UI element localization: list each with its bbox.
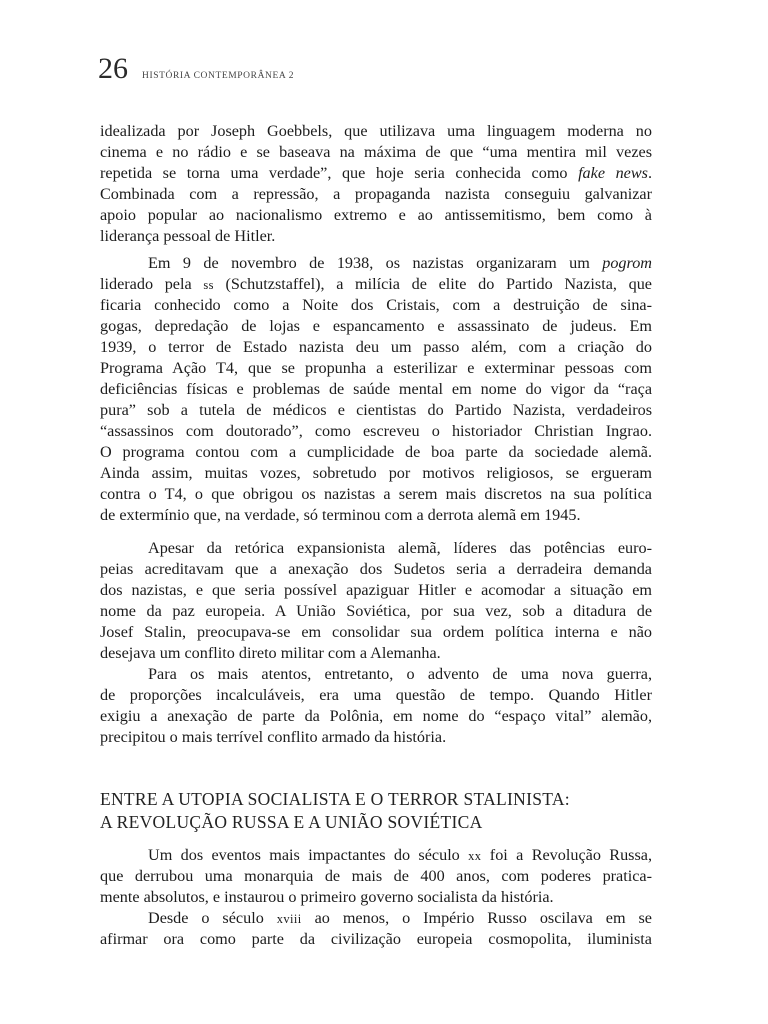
text-line: gogas, depredação de lojas e espancamento e assassinato de judeus. Em xyxy=(100,317,652,335)
text-line: Para os mais atentos, entretanto, o advento de uma nova guerra, xyxy=(148,665,652,683)
text-line: pura” sob a tutela de médicos e cientistas do Partido Nazista, verdadeiros xyxy=(100,401,652,419)
text-line: liderança pessoal de Hitler. xyxy=(100,227,276,245)
paragraph-imperio-russo xyxy=(100,908,652,950)
paragraph-apaziguamento xyxy=(100,538,652,664)
text-line: Desde o século xviii ao menos, o Império Russo oscilava em se xyxy=(148,909,652,927)
text-line: ficaria conhecido como a Noite dos Cristais, com a destruição de sina- xyxy=(100,296,652,314)
text-line: repetida se torna uma verdade”, que hoje seria conhecida como fake news. xyxy=(100,164,652,182)
text-line: Combinada com a repressão, a propaganda nazista conseguiu galvanizar xyxy=(100,185,652,203)
text-line: idealizada por Joseph Goebbels, que utilizava uma linguagem moderna no xyxy=(100,122,652,140)
paragraph-revolucao-russa xyxy=(100,845,652,908)
text-line: Josef Stalin, preocupava-se em consolidar sua ordem política interna e não xyxy=(100,623,652,641)
fake-news-italic: fake news xyxy=(578,164,648,182)
paragraph-continuation xyxy=(100,121,652,247)
text-line: de proporções incalculáveis, era uma questão de tempo. Quando Hitler xyxy=(100,686,652,704)
section-heading xyxy=(100,788,660,834)
text-line: Programa Ação T4, que se propunha a esterilizar e exterminar pessoas com xyxy=(100,359,652,377)
text-line: desejava um conflito direto militar com a Alemanha. xyxy=(100,644,441,662)
page-number: 26 xyxy=(98,52,128,85)
text-line: cinema e no rádio e se baseava na máxima de que “uma mentira mil vezes xyxy=(100,143,652,161)
text-line: dos nazistas, e que seria possível apaziguar Hitler e acomodar a situação em xyxy=(100,581,652,599)
section-heading-line: ENTRE A UTOPIA SOCIALISTA E O TERROR STALINISTA: xyxy=(100,789,570,809)
running-title: HISTÓRIA CONTEMPORÂNEA 2 xyxy=(142,71,295,81)
text-line: Apesar da retórica expansionista alemã, líderes das potências euro- xyxy=(148,539,652,557)
text-line: que derrubou uma monarquia de mais de 400 anos, com poderes pratica- xyxy=(100,867,652,885)
text-line: “assassinos com doutorado”, como escreveu o historiador Christian Ingrao. xyxy=(100,422,652,440)
text-line: contra o T4, o que obrigou os nazistas a serem mais discretos na sua política xyxy=(100,485,652,503)
text-line: Um dos eventos mais impactantes do século xx foi a Revolução Russa, xyxy=(148,846,652,864)
text-line: Ainda assim, muitas vozes, sobretudo por motivos religiosos, se ergueram xyxy=(100,464,652,482)
text-line: peias acreditavam que a anexação dos Sudetos seria a derradeira demanda xyxy=(100,560,652,578)
running-head xyxy=(98,52,294,92)
text-line: mente absolutos, e instaurou o primeiro governo socialista da história. xyxy=(100,888,554,906)
paragraph-noite-dos-cristais xyxy=(100,253,652,526)
text-line: nome da paz europeia. A União Soviética, por sua vez, sob a ditadura de xyxy=(100,602,652,620)
section-heading-line: A REVOLUÇÃO RUSSA E A UNIÃO SOVIÉTICA xyxy=(100,812,483,832)
text-line: Em 9 de novembro de 1938, os nazistas organizaram um pogrom xyxy=(148,254,652,272)
text-line: precipitou o mais terrível conflito armado da história. xyxy=(100,728,447,746)
text-line: exigiu a anexação de parte da Polônia, em nome do “espaço vital” alemão, xyxy=(100,707,652,725)
text-line: apoio popular ao nacionalismo extremo e ao antissemitismo, bem como à xyxy=(100,206,652,224)
text-line: afirmar ora como parte da civilização europeia cosmopolita, iluminista xyxy=(100,930,652,948)
pogrom-italic: pogrom xyxy=(602,254,652,272)
text-line: O programa contou com a cumplicidade de boa parte da sociedade alemã. xyxy=(100,443,652,461)
text-line: de extermínio que, na verdade, só terminou com a derrota alemã em 1945. xyxy=(100,506,581,524)
text-line: deficiências físicas e problemas de saúde mental em nome do vigor da “raça xyxy=(100,380,652,398)
text-line: liderado pela ss (Schutzstaffel), a milícia de elite do Partido Nazista, que xyxy=(100,275,652,293)
text-line: 1939, o terror de Estado nazista deu um passo além, com a criação do xyxy=(100,338,652,356)
paragraph-nova-guerra xyxy=(100,664,652,748)
